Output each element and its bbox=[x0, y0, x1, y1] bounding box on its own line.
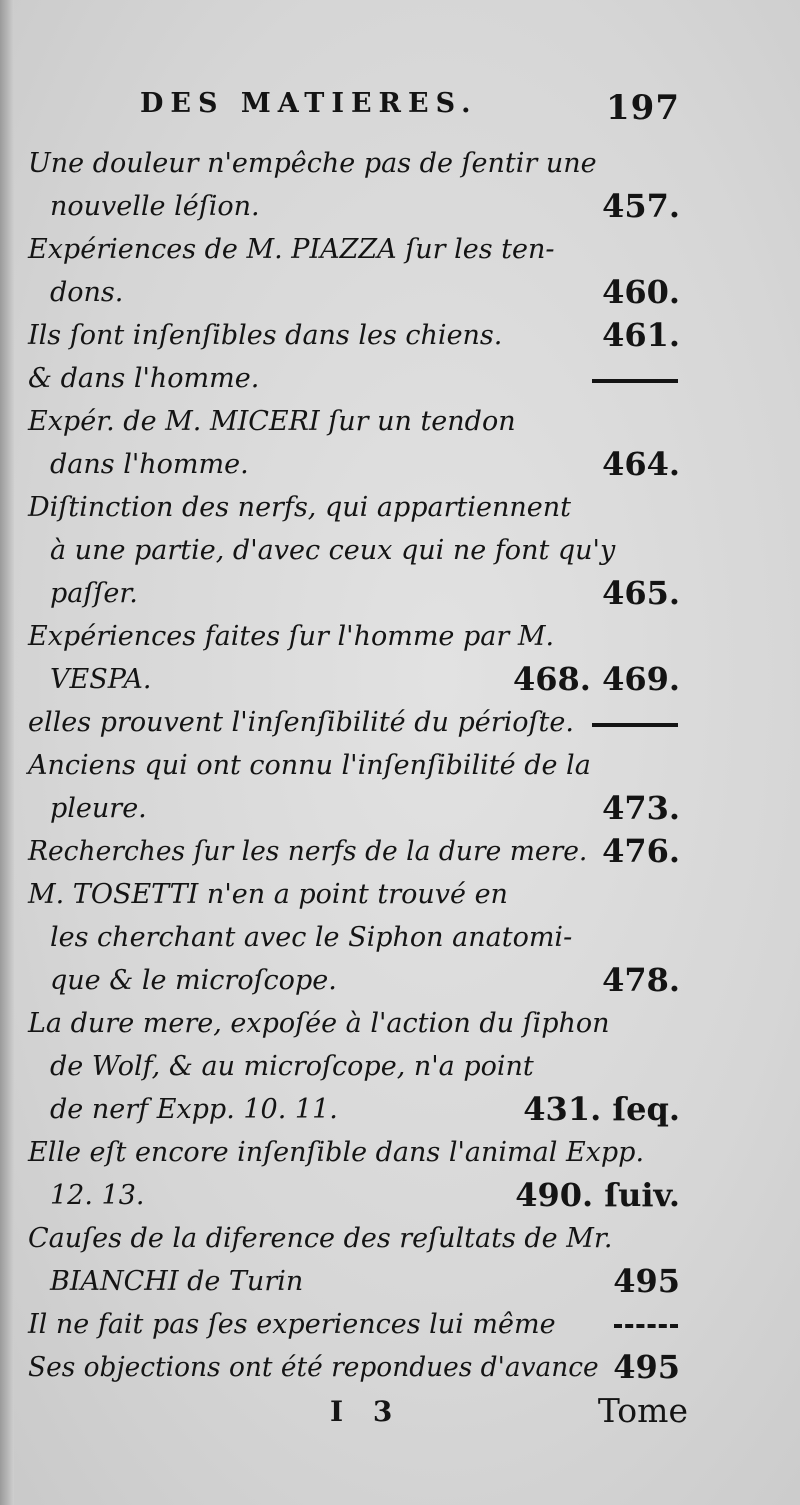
entry-text: paſſer. bbox=[50, 578, 138, 609]
entry-page-reference: 465. bbox=[602, 574, 680, 612]
index-entry-line bbox=[28, 959, 680, 1002]
entry-text: les cherchant avec le Siphon anatomi- bbox=[50, 922, 573, 953]
entry-text: 12. 13. bbox=[50, 1180, 145, 1211]
index-entry-line bbox=[28, 1303, 680, 1346]
index-entry-line bbox=[28, 701, 680, 744]
entry-text: Elle eſt encore inſenſible dans l'animal Expp. bbox=[28, 1137, 645, 1168]
index-entry-line bbox=[28, 830, 680, 873]
entry-page-reference: 431. ſeq. bbox=[523, 1090, 680, 1128]
entry-text: Il ne fait pas ſes experiences lui même bbox=[28, 1309, 556, 1340]
index-entry-line bbox=[28, 1217, 680, 1260]
entry-text: dons. bbox=[50, 277, 124, 308]
page-footer bbox=[330, 1391, 688, 1445]
index-entry-line bbox=[28, 443, 680, 486]
entry-text: Recherches ſur les nerfs de la dure mere. bbox=[28, 836, 588, 867]
index-entry-line bbox=[28, 314, 680, 357]
entry-text: Expériences de M. PIAZZA ſur les ten- bbox=[28, 234, 555, 265]
index-entry-line bbox=[28, 1002, 680, 1045]
entry-page-reference: 468. 469. bbox=[512, 660, 680, 698]
entry-text: à une partie, d'avec ceux qui ne font qu'y bbox=[50, 535, 616, 566]
index-entry-line bbox=[28, 529, 680, 572]
entry-text: Anciens qui ont connu l'inſenſibilité de la bbox=[28, 750, 591, 781]
entry-page-reference: 461. bbox=[602, 316, 680, 354]
index-entry-line bbox=[28, 873, 680, 916]
page-gutter-shadow bbox=[0, 0, 14, 1505]
index-entry-line bbox=[28, 658, 680, 701]
entry-page-reference: 495 bbox=[613, 1348, 680, 1386]
entry-page-reference: 464. bbox=[602, 445, 680, 483]
page-number: 197 bbox=[606, 88, 680, 128]
entry-text: Une douleur n'empêche pas de ſentir une bbox=[28, 148, 597, 179]
signature-mark: I 3 bbox=[330, 1395, 403, 1428]
entry-text: M. TOSETTI n'en a point trouvé en bbox=[28, 879, 508, 910]
ditto-dotted-rule bbox=[614, 1324, 678, 1328]
index-entry-line bbox=[28, 572, 680, 615]
index-entry-line bbox=[28, 1131, 680, 1174]
entry-text: elles prouvent l'inſenſibilité du périoſte. bbox=[28, 707, 574, 738]
index-entries bbox=[28, 142, 680, 1389]
index-entry-line bbox=[28, 1045, 680, 1088]
index-entry-line bbox=[28, 744, 680, 787]
index-entry-line bbox=[28, 400, 680, 443]
entry-text: Expériences faites ſur l'homme par M. bbox=[28, 621, 555, 652]
index-entry-line bbox=[28, 357, 680, 400]
entry-page-reference: 490. ſuiv. bbox=[515, 1176, 680, 1214]
entry-text: La dure mere, expoſée à l'action du ſiphon bbox=[28, 1008, 610, 1039]
catchword: Tome bbox=[597, 1391, 688, 1430]
entry-text: pleure. bbox=[50, 793, 147, 824]
entry-text: Expér. de M. MICERI ſur un tendon bbox=[28, 406, 516, 437]
index-entry-line bbox=[28, 185, 680, 228]
entry-page-reference: 473. bbox=[602, 789, 680, 827]
index-entry-line bbox=[28, 1174, 680, 1217]
index-entry-line bbox=[28, 1088, 680, 1131]
entry-page-reference: 478. bbox=[602, 961, 680, 999]
entry-text: dans l'homme. bbox=[50, 449, 249, 480]
index-entry-line bbox=[28, 1346, 680, 1389]
ditto-dash-rule bbox=[592, 723, 678, 727]
entry-page-reference: 495 bbox=[613, 1262, 680, 1300]
index-entry-line bbox=[28, 1260, 680, 1303]
entry-page-reference: 476. bbox=[602, 832, 680, 870]
entry-text: Ses objections ont été repondues d'avance bbox=[28, 1352, 599, 1383]
entry-page-reference: 457. bbox=[602, 187, 680, 225]
entry-text: que & le microſcope. bbox=[50, 965, 337, 996]
index-entry-line bbox=[28, 787, 680, 830]
entry-text: de Wolf, & au microſcope, n'a point bbox=[50, 1051, 534, 1082]
entry-text: VESPA. bbox=[50, 664, 152, 695]
entry-text: Cauſes de la diference des reſultats de Mr. bbox=[28, 1223, 613, 1254]
entry-page-reference: 460. bbox=[602, 273, 680, 311]
index-entry-line bbox=[28, 615, 680, 658]
ditto-dash-rule bbox=[592, 379, 678, 383]
index-entry-line bbox=[28, 142, 680, 185]
running-header bbox=[140, 88, 680, 136]
index-entry-line bbox=[28, 916, 680, 959]
entry-text: nouvelle léſion. bbox=[50, 191, 260, 222]
index-entry-line bbox=[28, 228, 680, 271]
entry-text: & dans l'homme. bbox=[28, 363, 260, 394]
index-entry-line bbox=[28, 486, 680, 529]
entry-text: Ils ſont inſenſibles dans les chiens. bbox=[28, 320, 503, 351]
entry-text: de nerf Expp. 10. 11. bbox=[50, 1094, 338, 1125]
entry-text: BIANCHI de Turin bbox=[50, 1266, 304, 1297]
entry-text: Diſtinction des nerfs, qui appartiennent bbox=[28, 492, 571, 523]
running-title: DES MATIERES. bbox=[140, 88, 478, 119]
index-entry-line bbox=[28, 271, 680, 314]
